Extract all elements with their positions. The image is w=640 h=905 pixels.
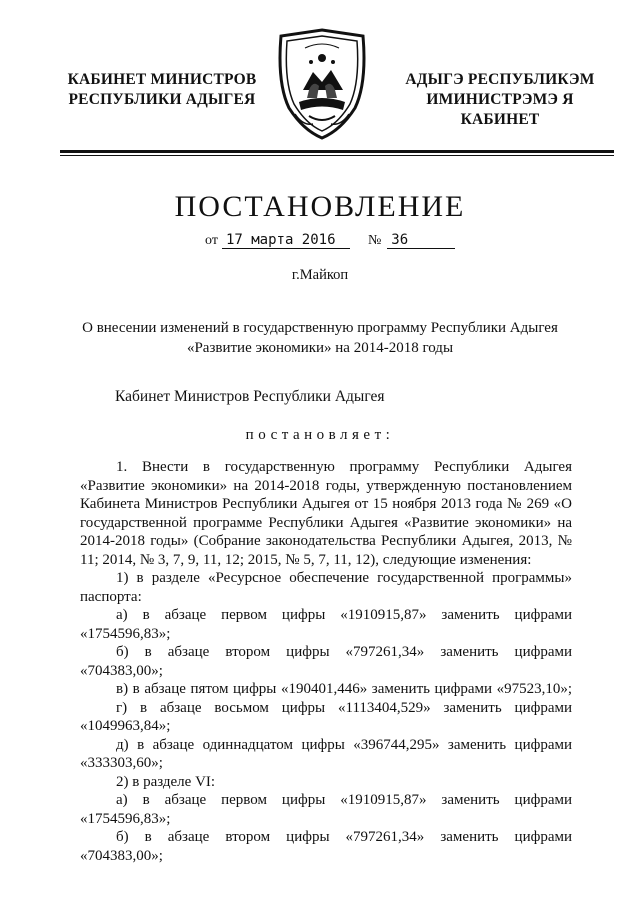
subject-line1: О внесении изменений в государственную программу Республики Адыгея xyxy=(82,320,558,336)
date-value: 17 марта 2016 xyxy=(222,232,350,249)
decrees-line: постановляет: xyxy=(245,427,395,443)
paragraph: а) в абзаце первом цифры «1910915,87» заменить цифрами «1754596,83»; xyxy=(80,607,572,642)
document-title: ПОСТАНОВЛЕНИЕ xyxy=(174,190,466,223)
date-number-line xyxy=(205,232,455,249)
header-divider-thin xyxy=(60,155,614,156)
paragraph: 1) в разделе «Ресурсное обеспечение государственной программы» паспорта: xyxy=(80,570,572,605)
header-left-line1: КАБИНЕТ МИНИСТРОВ xyxy=(67,71,257,88)
issuer-header-adyghe xyxy=(385,70,615,130)
paragraph: г) в абзаце восьмом цифры «1113404,529» заменить цифрами «1049963,84»; xyxy=(80,699,572,734)
header-right-line2: ИМИНИСТРЭМЭ Я КАБИНЕТ xyxy=(426,91,574,128)
subject-line2: «Развитие экономики» на 2014-2018 годы xyxy=(186,340,454,356)
coat-of-arms-emblem-icon xyxy=(273,28,371,140)
paragraph: б) в абзаце втором цифры «797261,34» заменить цифрами «704383,00»; xyxy=(80,644,572,679)
date-prefix: от xyxy=(205,233,218,248)
header-right-line1: АДЫГЭ РЕСПУБЛИКЭМ xyxy=(405,71,595,88)
city-line: г.Майкоп xyxy=(291,267,349,283)
paragraph: 1. Внести в государственную программу Республики Адыгея «Развитие экономики» на 2014-2018 годы, утвержденную постановлением Кабинета Министров Республики Адыгея от 15 ноября 2013 года № 269 «О государственной программе Республики Адыгея «Развитие экономики» на 2014-2018 годы» (Собрание законодательства Республики Адыгея, 2013, № 11; 2014, № 3, 7, 9, 11, 12; 2015, № 5, 7, 11, 12), следующие изменения: xyxy=(80,459,572,568)
paragraph: а) в абзаце первом цифры «1910915,87» заменить цифрами «1754596,83»; xyxy=(80,792,572,827)
paragraph: б) в абзаце втором цифры «797261,34» заменить цифрами «704383,00»; xyxy=(80,829,572,864)
number-value: 36 xyxy=(387,232,455,249)
header-left-line2: РЕСПУБЛИКИ АДЫГЕЯ xyxy=(68,91,256,108)
paragraph: д) в абзаце одиннадцатом цифры «396744,295» заменить цифрами «333303,60»; xyxy=(80,736,572,771)
paragraph: 2) в разделе VI: xyxy=(116,773,216,790)
issuer-line: Кабинет Министров Республики Адыгея xyxy=(115,388,385,405)
number-prefix: № xyxy=(367,233,382,248)
issuer-header-russian xyxy=(62,70,262,110)
paragraph: в) в абзаце пятом цифры «190401,446» заменить цифрами «97523,10»; xyxy=(116,681,572,697)
document-subject xyxy=(80,318,560,358)
document-body xyxy=(80,458,572,865)
header-divider-thick xyxy=(60,150,614,153)
